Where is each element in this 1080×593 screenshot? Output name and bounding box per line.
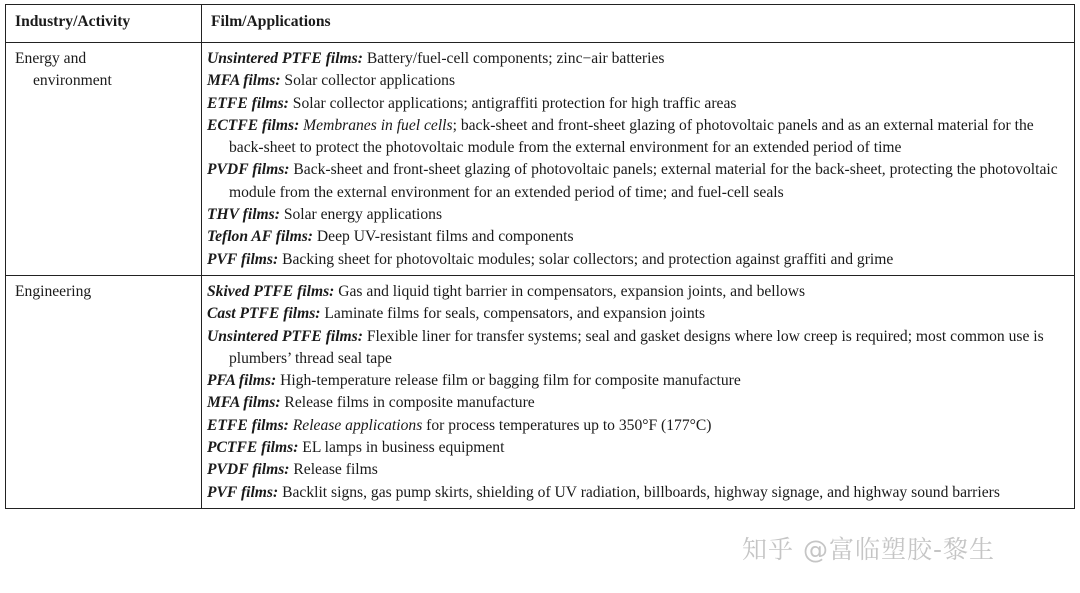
film-type: MFA films:: [207, 394, 281, 412]
application-entry: [207, 249, 1064, 271]
film-type: PCTFE films:: [207, 439, 299, 457]
table-body: [6, 43, 1075, 509]
table-row: [6, 275, 1075, 508]
application-text: for process temperatures up to 350°F (177°C): [422, 416, 712, 434]
header-row: [6, 5, 1075, 43]
film-type: ECTFE films:: [207, 116, 300, 134]
applications-cell: [202, 43, 1075, 276]
film-type: ETFE films:: [207, 416, 289, 434]
application-text: Solar energy applications: [279, 206, 443, 224]
application-text: Solar collector applications: [280, 72, 456, 90]
industry-label: Engineering: [15, 282, 92, 300]
application-text: High-temperature release film or bagging film for composite manufacture: [276, 372, 741, 390]
application-entry: [207, 482, 1064, 504]
application-entry: [207, 370, 1064, 392]
header-applications: Film/Applications: [202, 5, 1075, 43]
industry-label: Energy and: [15, 50, 87, 67]
application-text: Solar collector applications; antigraffiti protection for high traffic areas: [288, 94, 737, 112]
application-entry: [207, 415, 1064, 437]
film-type: THV films:: [207, 206, 280, 224]
application-text: Flexible liner for transfer systems; seal and gasket designs where low creep is required; most common use is plumbers’ thread seal tape: [229, 327, 1044, 367]
film-type: Skived PTFE films:: [207, 282, 335, 300]
application-entry: [207, 93, 1064, 115]
industry-label: environment: [33, 72, 112, 90]
film-type: PVDF films:: [207, 161, 290, 179]
application-entry: [207, 281, 1064, 303]
film-type: MFA films:: [207, 72, 281, 90]
film-type: ETFE films:: [207, 94, 289, 112]
application-entry: [207, 115, 1064, 160]
application-text: Membranes in fuel cells: [299, 116, 453, 134]
application-entry: [207, 392, 1064, 414]
film-type: PFA films:: [207, 372, 277, 390]
application-text: Release films in composite manufacture: [280, 394, 535, 412]
application-text: Backing sheet for photovoltaic modules; solar collectors; and protection against graffiti and grime: [278, 250, 894, 268]
film-type: PVF films:: [207, 483, 279, 501]
application-entry: [207, 303, 1064, 325]
application-text: EL lamps in business equipment: [298, 439, 505, 457]
application-entry: [207, 159, 1064, 204]
application-text: Release films: [289, 461, 378, 479]
table-row: [6, 43, 1075, 276]
watermark: 知乎 @富临塑胶-黎生: [742, 535, 995, 564]
film-type: Unsintered PTFE films:: [207, 50, 363, 67]
application-text: Back-sheet and front-sheet glazing of photovoltaic panels; external material for the back-sheet, protecting the photovoltaic module from the external environment for an extended period of time; and fuel-cell seals: [229, 161, 1058, 201]
film-type: Unsintered PTFE films:: [207, 327, 363, 345]
header-industry: Industry/Activity: [6, 5, 202, 43]
application-text: Laminate films for seals, compensators, and expansion joints: [320, 305, 706, 323]
industry-cell: [6, 275, 202, 508]
application-entry: [207, 48, 1064, 70]
application-text: Gas and liquid tight barrier in compensators, expansion joints, and bellows: [334, 282, 806, 300]
application-text: Deep UV-resistant films and components: [313, 228, 574, 246]
application-text: ; back-sheet and front-sheet glazing of photovoltaic panels and as an external material for the back-sheet to protect the photovoltaic module from the external environment for an extended period of time: [229, 116, 1034, 157]
application-entry: [207, 70, 1064, 92]
application-entry: [207, 326, 1064, 371]
application-entry: [207, 437, 1064, 459]
application-text: Battery/fuel-cell components; zinc−air batteries: [362, 50, 665, 67]
application-text: Backlit signs, gas pump skirts, shielding of UV radiation, billboards, highway signage, and highway sound barriers: [278, 483, 1000, 501]
applications-cell: [202, 275, 1075, 508]
film-type: Teflon AF films:: [207, 228, 313, 246]
film-type: Cast PTFE films:: [207, 305, 321, 323]
film-type: PVDF films:: [207, 461, 290, 479]
industry-cell: [6, 43, 202, 276]
application-entry: [207, 226, 1064, 248]
application-entry: [207, 459, 1064, 481]
application-text: Release applications: [288, 416, 423, 434]
application-entry: [207, 204, 1064, 226]
film-type: PVF films:: [207, 250, 279, 268]
fluoropolymer-films-table: [5, 4, 1075, 509]
